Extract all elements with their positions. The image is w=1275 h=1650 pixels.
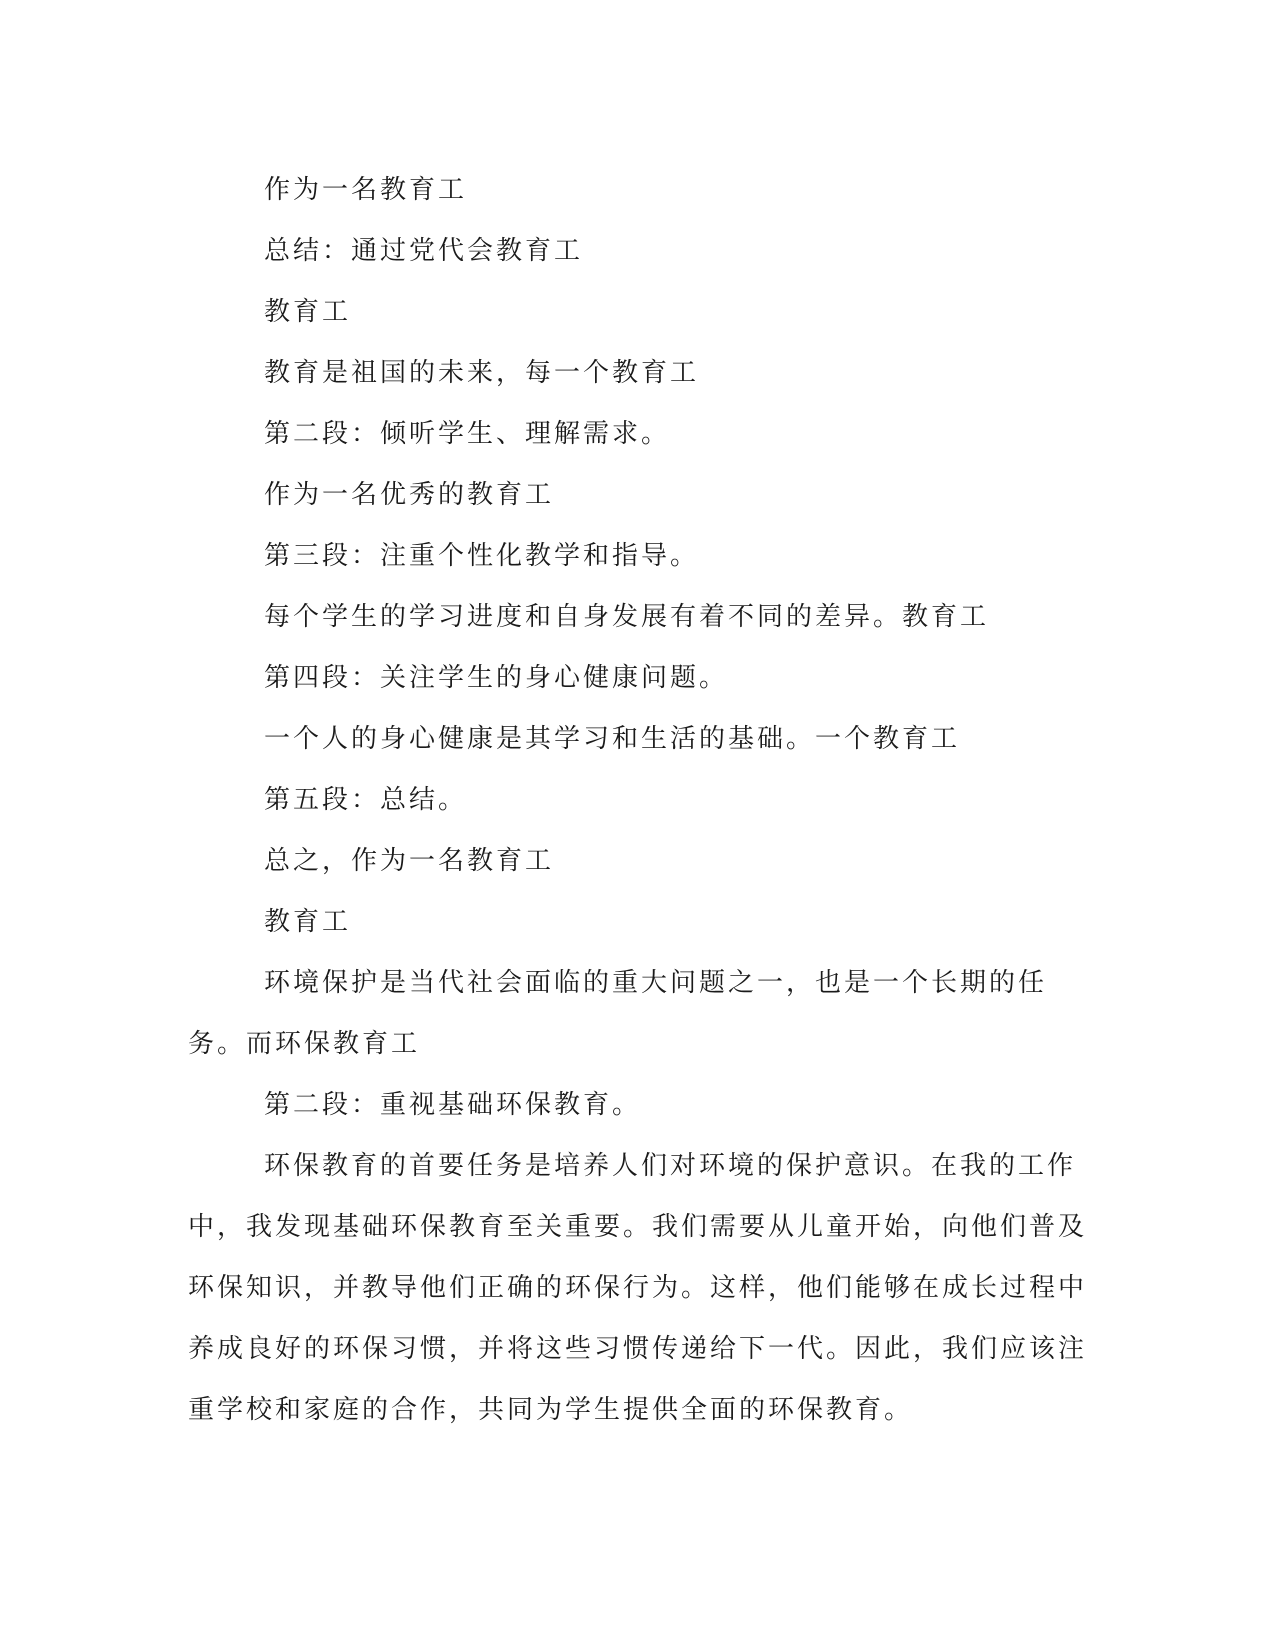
paragraph: 教育是祖国的未来，每一个教育工: [264, 358, 700, 388]
paragraph: 教育工: [264, 907, 352, 937]
paragraph: 一个人的身心健康是其学习和生活的基础。一个教育工: [264, 724, 961, 754]
paragraph: 第二段：倾听学生、理解需求。: [264, 419, 671, 449]
paragraph: 总之，作为一名教育工: [264, 846, 555, 876]
paragraph: 每个学生的学习进度和自身发展有着不同的差异。教育工: [264, 602, 990, 632]
paragraph: 教育工: [264, 297, 352, 327]
paragraph: 作为一名优秀的教育工: [264, 480, 555, 510]
paragraph: 第五段：总结。: [264, 785, 468, 815]
paragraph: 第三段：注重个性化教学和指导。: [264, 541, 700, 571]
paragraph: 作为一名教育工: [264, 175, 468, 205]
paragraph: 环保教育的首要任务是培养人们对环境的保护意识。在我的工作中，我发现基础环保教育至关重要。我们需要从儿童开始，向他们普及环保知识，并教导他们正确的环保行为。这样，他们能够在成长过程中养成良好的环保习惯，并将这些习惯传递给下一代。因此，我们应该注重学校和家庭的合作，共同为学生提供全面的环保教育。: [188, 1151, 1088, 1425]
document-body: [188, 160, 1088, 1441]
paragraph: 总结：通过党代会教育工: [264, 236, 584, 266]
paragraph: 第四段：关注学生的身心健康问题。: [264, 663, 729, 693]
paragraph: 环境保护是当代社会面临的重大问题之一，也是一个长期的任务。而环保教育工: [188, 968, 1048, 1059]
paragraph: 第二段：重视基础环保教育。: [264, 1090, 642, 1120]
